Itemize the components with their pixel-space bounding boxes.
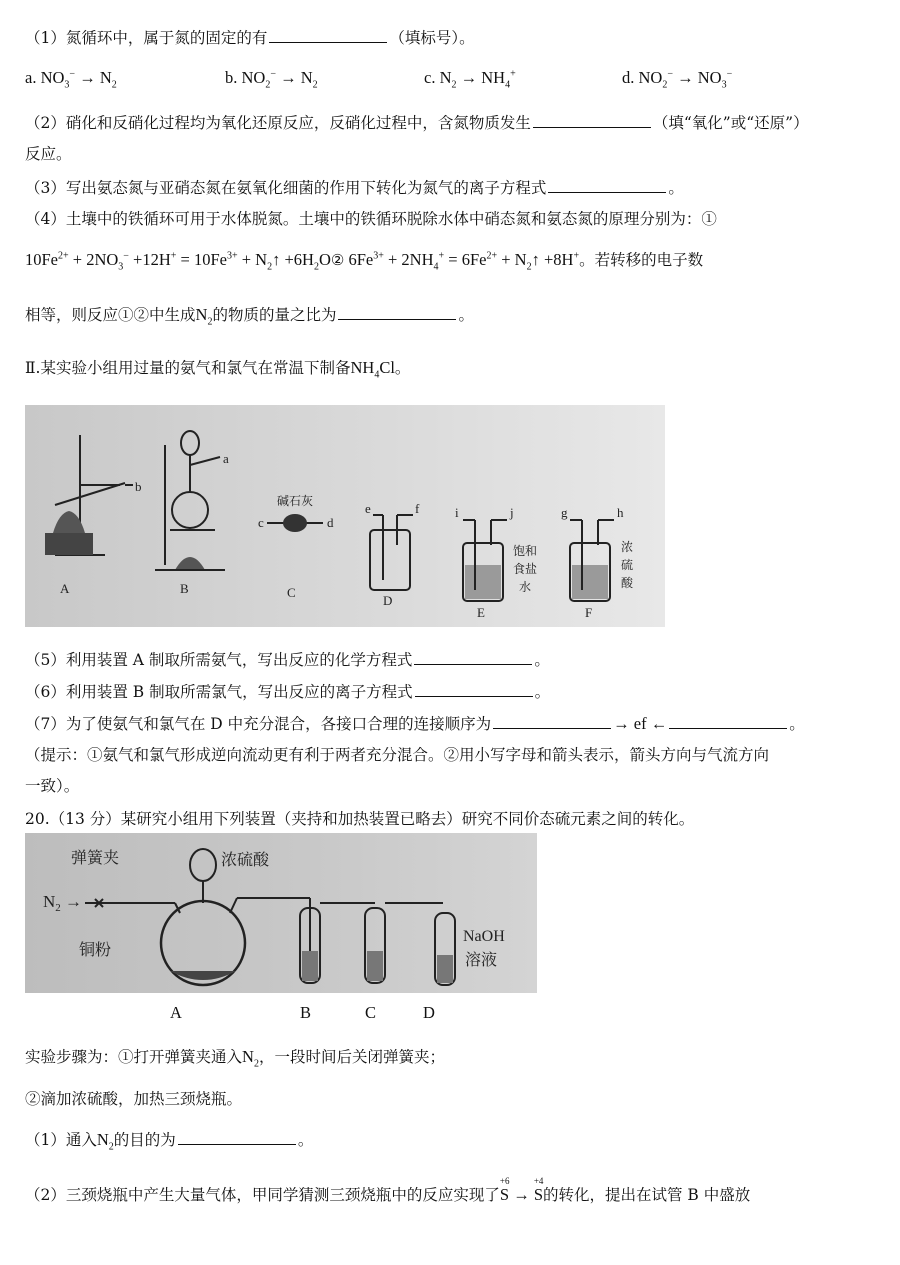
steps-line-2: ②滴加浓硫酸，加热三颈烧瓶。 — [25, 1090, 243, 1108]
label-gas: $N_2$ → — [43, 892, 83, 914]
q6-stem: （6）利用装置 B 制取所需氯气，写出反应的离子方程式 。 — [25, 683, 551, 701]
label-copper: 铜粉 — [79, 940, 112, 959]
apparatus-c — [267, 514, 323, 532]
section-2-stem: Ⅱ.某实验小组用过量的氨气和氯气在常温下制备$NH_4Cl$。 — [25, 358, 411, 381]
label-a: A — [60, 581, 70, 596]
fig2-label-b: B — [300, 1003, 312, 1022]
answer-blank[interactable] — [533, 113, 651, 128]
apparatus-e — [463, 520, 507, 601]
option-b: b. $NO_2^- \to N_2$ — [225, 68, 318, 91]
apparatus-f — [570, 520, 614, 601]
reagent-e-2: 食盐 — [513, 562, 538, 576]
port-f: f — [415, 501, 420, 516]
answer-blank[interactable] — [178, 1130, 296, 1145]
q4-stem-cont: 相等，则反应①②中生成$N_2$的物质的量之比为 。 — [25, 305, 474, 328]
apparatus-d — [370, 515, 413, 590]
reagent-c: 碱石灰 — [277, 494, 314, 508]
option-c: c. $N_2 \to NH_4^+$ — [424, 68, 516, 91]
port-i: i — [455, 505, 459, 520]
hint-line-1: （提示：①氨气和氯气形成逆向流动更有利于两者充分混合。②用小写字母和箭头表示，箭头方向与气流方向 — [25, 746, 770, 764]
option-a: a. $NO_3^- \to N_2$ — [25, 68, 117, 91]
option-d: d. $NO_2^- \to NO_3^-$ — [622, 68, 733, 91]
answer-blank[interactable] — [414, 650, 532, 665]
label-acid: 浓硫酸 — [221, 850, 270, 869]
label-solution: 溶液 — [465, 950, 498, 969]
port-c: c — [258, 515, 264, 530]
steps-line-1: 实验步骤为：①打开弹簧夹通入$N_2$，一段时间后关闭弹簧夹； — [25, 1047, 445, 1070]
label-f: F — [585, 605, 593, 620]
answer-blank[interactable] — [493, 714, 611, 729]
q7-stem: （7）为了使氨气和氯气在 D 中充分混合，各接口合理的连接顺序为 → ef ← 。 — [25, 714, 805, 733]
port-a: a — [223, 451, 229, 466]
port-d: d — [327, 515, 334, 530]
reagent-f-2: 硫 — [621, 558, 634, 572]
q1-stem: （1）氮循环中，属于氮的固定的有 （填标号）。 — [25, 29, 475, 47]
apparatus-a — [45, 435, 133, 555]
answer-blank[interactable] — [548, 178, 666, 193]
answer-blank[interactable] — [669, 714, 787, 729]
q2-stem-cont: 反应。 — [25, 145, 72, 163]
reagent-f-1: 浓 — [621, 540, 634, 554]
answer-blank[interactable] — [338, 305, 456, 320]
reagent-e-3: 水 — [519, 580, 532, 594]
label-naoh: NaOH — [463, 928, 505, 945]
apparatus-drawing-1 — [25, 405, 665, 627]
fig2-label-c: C — [365, 1003, 377, 1022]
apparatus-b — [155, 431, 225, 570]
answer-blank[interactable] — [269, 28, 387, 43]
apparatus-drawing-2 — [25, 833, 537, 993]
p2-stem: （2）三颈烧瓶中产生大量气体，甲同学猜测三颈烧瓶中的反应实现了 +6 S → +4 S的转化，提出在试管 B 中盛放 — [25, 1176, 751, 1204]
hint-line-2: 一致）。 — [25, 777, 80, 795]
label-spring-clip: 弹簧夹 — [71, 848, 120, 867]
label-c: C — [287, 585, 296, 600]
q5-stem: （5）利用装置 A 制取所需氨气，写出反应的化学方程式 。 — [25, 651, 550, 669]
reagent-f-3: 酸 — [621, 576, 634, 590]
q3-stem: （3）写出氨态氮与亚硝态氮在氨氧化细菌的作用下转化为氮气的离子方程式 。 — [25, 179, 684, 197]
apparatus-figure-2 — [25, 833, 537, 993]
port-h: h — [617, 505, 624, 520]
q2-stem: （2）硝化和反硝化过程均为氧化还原反应，反硝化过程中，含氮物质发生 （填“氧化”或“还原”） — [25, 114, 809, 132]
answer-blank[interactable] — [415, 682, 533, 697]
p1-stem: （1）通入$N_2$的目的为 。 — [25, 1130, 314, 1153]
label-b: B — [180, 581, 189, 596]
q4-stem: （4）土壤中的铁循环可用于水体脱氮。土壤中的铁循环脱除水体中硝态氮和氨态氮的原理分别为：① — [25, 210, 717, 228]
q4-equations: $10Fe^{2+} + 2NO_3^- +12H^+ = 10Fe^{3+}$ + $N_2↑$ $+6H_2O②$ $6Fe^{3+} + 2NH_4^+ = 6Fe^{2+}$ + $N_2↑ +8H^+$。若转移的电子数 — [25, 250, 704, 273]
port-b: b — [135, 479, 142, 494]
port-j: j — [510, 505, 514, 520]
q20-title: 20.（13 分）某研究小组用下列装置（夹持和加热装置已略去）研究不同价态硫元素之间的转化。 — [25, 810, 695, 828]
fig2-label-a: A — [170, 1003, 182, 1022]
apparatus-figure-1 — [25, 405, 665, 627]
label-e: E — [477, 605, 485, 620]
port-g: g — [561, 505, 568, 520]
port-e: e — [365, 501, 371, 516]
reagent-e-1: 饱和 — [513, 544, 538, 558]
fig2-label-d: D — [423, 1003, 435, 1022]
label-d: D — [383, 593, 393, 608]
